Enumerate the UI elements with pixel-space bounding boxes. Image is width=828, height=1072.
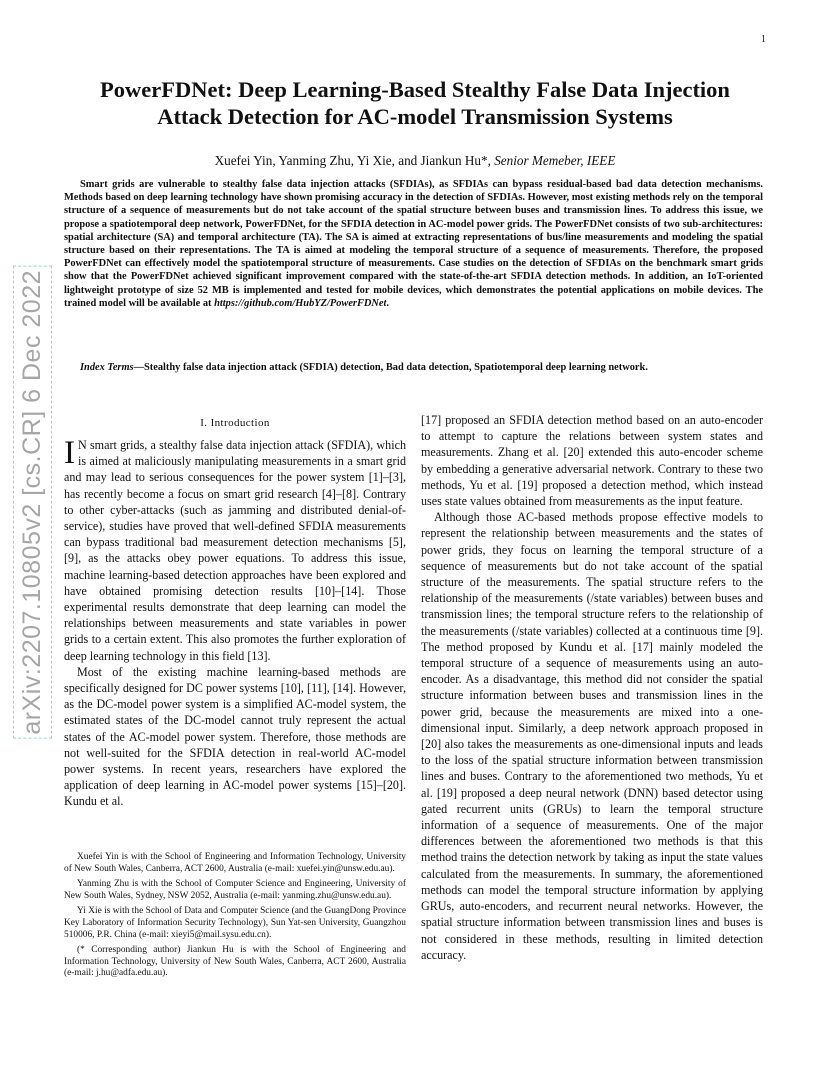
index-terms [64,361,763,374]
right-paragraph-2: Although those AC-based methods propose effective models to represent the relationship between measurements and the states of power grids, they focus on learning the temporal structure of a sequence of measurements but do not take account of the spatial structure of the measurements. The spatial structure refers to the relationship of the measurements (/state variables) between buses and transmission lines; the temporal structure refers to the relationship of the measurements (/state variables) collected at a continuous time [9]. The method proposed by Kundu et al. [17] mainly modeled the temporal structure of a sequence of measurements using an auto-encoder. As a disadvantage, this method did not consider the spatial structure information between buses and transmission lines in the power grid, because the measurements are mixed into a one-dimensional input. Similarly, a deep network approach proposed in [20] also takes the measurements as one-dimensional inputs and leads to the loss of the spatial structure information between transmission lines and buses. Contrary to the aforementioned two methods, Yu et al. [19] proposed a deep neural network (DNN) based detector using gated recurrent units (GRUs) to learn the temporal structure information of a sequence of measurements. One of the major differences between the aforementioned two methods is that this method trains the detection network by taking as input the state values calculated from the measurements. In summary, the aforementioned methods can model the temporal structure information by applying GRUs, auto-encoders, and recurrent neural networks. However, the spatial structure information between transmission lines and buses is not considered in these methods, resulting in limited detection accuracy. [421,510,763,962]
title-line-2: Attack Detection for AC-model Transmission Systems [157,104,673,129]
index-terms-text: —Stealthy false data injection attack (SFDIA) detection, Bad data detection, Spatiotemporal deep learning network. [133,362,648,373]
intro-paragraph-2: Most of the existing machine learning-based methods are specifically designed for DC power systems [10], [11], [14]. However, as the DC-model power system is a simplified AC-model system, the estimated states of the DC-model cannot truly represent the actual states of the AC-model power system. Therefore, those methods are not well-suited for the SFDIA detection in real-world AC-model power systems. In recent years, researchers have explored the application of deep learning in AC-model power systems [15]–[20]. Kundu et al. [64,664,406,809]
index-terms-label: Index Terms [80,362,134,373]
footnote-xie: Yi Xie is with the School of Data and Computer Science (and the GuangDong Province Key Laboratory of Information Security Technology), Sun Yat-sen University, Guangzhou 510006, P.R. China (e-mail: xieyi5@mail.sysu.edu.cn). [64,906,406,940]
intro-paragraph-1-text: N smart grids, a stealthy false data injection attack (SFDIA), which is aimed at maliciously manipulating measurements in a smart grid and may lead to serious consequences for the power system [1]–[3], has recently become a focus on smart grid research [4]–[8]. Contrary to other cyber-attacks (such as jamming and distributed denial-of-service), studies have proved that well-defined SFDIA measurements can bypass traditional bad measurement detection mechanisms [5], [9], as the attacks obey power equations. To address this issue, machine learning-based detection approaches have been explored and have obtained promising detection results [10]–[14]. Those experimental results demonstrate that deep learning can model the relationships between measurements and state variables in power grids to a certain extent. This also promotes the further exploration of deep learning technology in this field [13]. [64,438,406,663]
right-paragraph-1: [17] proposed an SFDIA detection method based on an auto-encoder to attempt to capture the relations between system states and measurements. Zhang et al. [20] extended this auto-encoder scheme by embedding a generative adversarial network. Contrary to these two methods, Yu et al. [19] proposed a detection method, which instead uses state values obtained from measurements as the input feature. [421,413,763,509]
footnote-yin: Xuefei Yin is with the School of Engineering and Information Technology, University of New South Wales, Canberra, ACT 2600, Australia (e-mail: xuefei.yin@unsw.edu.au). [64,852,406,874]
page-number: 1 [761,34,766,45]
author-footnotes [64,852,406,984]
right-column [421,412,763,963]
title-line-1: PowerFDNet: Deep Learning-Based Stealthy False Data Injection [100,77,730,102]
drop-cap: I [64,435,75,471]
intro-paragraph-1 [64,437,406,664]
author-names: Xuefei Yin, Yanming Zhu, Yi Xie, and Jiankun Hu*, [214,153,491,168]
abstract-end: . [386,297,390,309]
section-heading: I. Introduction [200,417,270,429]
abstract-text: Smart grids are vulnerable to stealthy false data injection attacks (SFDIAs), as SFDIAs can bypass residual-based bad data detection mechanisms. Methods based on deep learning technology have shown promising accuracy in the detection of SFDIAs. However, most existing methods rely on the temporal structure of a sequence of measurements but do not take account of the spatial structure between buses and transmission lines. To address this issue, we propose a spatiotemporal deep network, PowerFDNet, for the SFDIA detection in AC-model power grids. The PowerFDNet consists of two sub-architectures: spatial architecture (SA) and temporal architecture (TA). The SA is aimed at extracting representations of bus/line measurements and modeling the spatial structure based on their representations. The TA is aimed at modeling the temporal structure of a sequence of measurements. Therefore, the proposed PowerFDNet can effectively model the spatiotemporal structure of measurements. Case studies on the detection of SFDIAs on the benchmark smart grids show that the PowerFDNet achieved significant improvement compared with the state-of-the-art SFDIA detection methods. In addition, an IoT-oriented lightweight prototype of size 52 MB is implemented and tested for mobile devices, which demonstrates the potential applications on mobile devices. The trained model will be available at [64,179,763,309]
abstract [64,178,763,310]
arxiv-stamp [12,262,52,742]
footnote-zhu: Yanming Zhu is with the School of Computer Science and Engineering, University of New South Wales, Sydney, NSW 2052, Australia (e-mail: yanming.zhu@unsw.edu.au). [64,879,406,901]
paper-title [80,76,750,130]
abstract-link[interactable]: https://github.com/HubYZ/PowerFDNet [214,297,387,309]
author-line [80,153,750,169]
arxiv-stamp-text: arXiv:2207.10805v2 [cs.CR] 6 Dec 2022 [13,266,52,739]
author-suffix: Senior Memeber, IEEE [494,153,616,168]
left-column [64,414,406,810]
footnote-hu: (* Corresponding author) Jiankun Hu is with the School of Engineering and Information Technology, University of New South Wales, Canberra, ACT 2600, Australia (e-mail: j.hu@adfa.edu.au). [64,945,406,979]
